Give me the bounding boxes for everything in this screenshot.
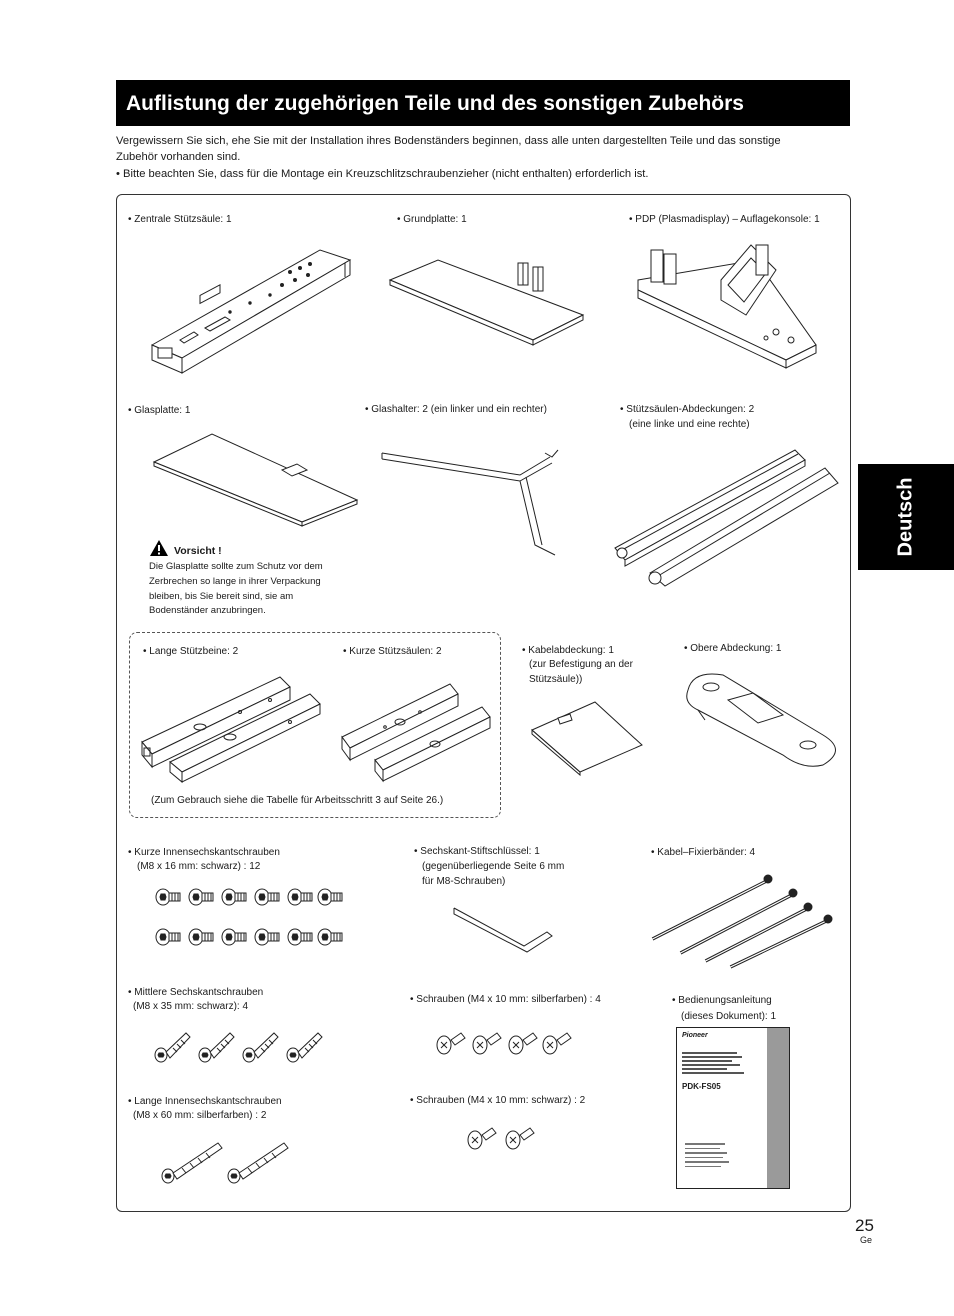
label-short-screws-size: (M8 x 16 mm: schwarz) : 12	[137, 861, 261, 872]
label-long-legs: • Lange Stützbeine: 2	[143, 646, 239, 657]
black-screws-illustration	[466, 1125, 536, 1155]
long-legs-illustration	[140, 672, 325, 782]
label-central-column: • Zentrale Stützsäule: 1	[128, 214, 232, 225]
label-column-covers-note: (eine linke und eine rechte)	[629, 419, 750, 430]
label-long-screws-size: (M8 x 60 mm: silberfarben) : 2	[133, 1110, 267, 1121]
label-base-plate: • Grundplatte: 1	[397, 214, 467, 225]
base-plate-illustration	[388, 255, 588, 370]
long-screws-illustration	[160, 1138, 300, 1188]
label-manual-note: (dieses Dokument): 1	[681, 1011, 777, 1022]
page-title: Auflistung der zugehörigen Teile und des sonstigen Zubehörs	[126, 92, 744, 115]
silver-screws-illustration	[435, 1030, 575, 1060]
label-short-columns: • Kurze Stützsäulen: 2	[343, 646, 442, 657]
label-glass-holder: • Glashalter: 2 (ein linker und ein rechter)	[365, 404, 547, 415]
caution-line-3: bleiben, bis Sie bereit sind, sie am	[149, 591, 294, 602]
warning-icon	[149, 539, 169, 557]
page-number: 25	[855, 1216, 874, 1235]
medium-screws-illustration	[153, 1025, 338, 1065]
label-black-screws: • Schrauben (M4 x 10 mm: schwarz) : 2	[410, 1095, 586, 1106]
label-cable-cover: • Kabelabdeckung: 1	[522, 645, 614, 656]
intro-line-1: Vergewissern Sie sich, ehe Sie mit der Installation ihres Bodenständers beginnen, dass alle unten dargestellten Teile und das sonstige	[116, 135, 781, 147]
language-code: Ge	[860, 1235, 873, 1245]
cable-ties-illustration	[650, 870, 840, 970]
glass-plate-illustration	[152, 432, 362, 527]
usage-note: (Zum Gebrauch siehe die Tabelle für Arbeitsschritt 3 auf Seite 26.)	[151, 795, 444, 806]
label-medium-screws: • Mittlere Sechskantschrauben	[128, 987, 264, 998]
intro-line-2: Zubehör vorhanden sind.	[116, 151, 241, 163]
label-manual: • Bedienungsanleitung	[672, 995, 772, 1006]
label-hex-key-note-1: (gegenüberliegende Seite 6 mm	[422, 861, 565, 872]
column-covers-illustration	[610, 438, 845, 588]
language-tab-label: Deutsch	[894, 477, 917, 557]
label-column-covers: • Stützsäulen-Abdeckungen: 2	[620, 404, 755, 415]
title-bar	[116, 80, 850, 126]
caution-line-1: Die Glasplatte sollte zum Schutz vor dem	[149, 561, 323, 572]
label-glass-plate: • Glasplatte: 1	[128, 405, 191, 416]
manual-model: PDK-FS05	[682, 1082, 721, 1091]
caution-title: Vorsicht !	[174, 545, 222, 557]
intro-bullet: • Bitte beachten Sie, dass für die Montage ein Kreuzschlitzschraubenzieher (nicht enthalten) erforderlich ist.	[116, 168, 649, 180]
label-silver-screws: • Schrauben (M4 x 10 mm: silberfarben) : 4	[410, 994, 601, 1005]
label-top-cover: • Obere Abdeckung: 1	[684, 643, 782, 654]
glass-holder-illustration	[380, 445, 565, 560]
label-short-screws: • Kurze Innensechskantschrauben	[128, 847, 280, 858]
cable-cover-illustration	[530, 700, 645, 775]
top-cover-illustration	[683, 665, 848, 770]
manual-text-lines	[682, 1052, 752, 1076]
label-hex-key: • Sechskant-Stiftschlüssel: 1	[414, 846, 540, 857]
label-cable-cover-note-2: Stützsäule))	[529, 674, 583, 685]
manual-cover-illustration	[676, 1027, 790, 1189]
caution-line-2: Zerbrechen so lange in ihrer Verpackung	[149, 576, 321, 587]
manual-brand: Pioneer	[682, 1032, 708, 1039]
short-screws-illustration	[155, 888, 350, 954]
manual-spine	[767, 1028, 789, 1188]
hex-key-illustration	[452, 902, 557, 954]
short-columns-illustration	[340, 682, 495, 782]
label-cable-ties: • Kabel–Fixierbänder: 4	[651, 847, 756, 858]
language-tab	[858, 464, 954, 570]
label-long-screws: • Lange Innensechskantschrauben	[128, 1096, 282, 1107]
label-hex-key-note-2: für M8-Schrauben)	[422, 876, 506, 887]
caution-line-4: Bodenständer anzubringen.	[149, 605, 266, 616]
label-medium-screws-size: (M8 x 35 mm: schwarz): 4	[133, 1001, 249, 1012]
label-cable-cover-note-1: (zur Befestigung an der	[529, 659, 633, 670]
label-bracket: • PDP (Plasmadisplay) – Auflagekonsole: 1	[629, 214, 820, 225]
bracket-illustration	[636, 240, 821, 370]
manual-lower-lines	[685, 1143, 745, 1170]
central-column-illustration	[150, 240, 355, 375]
